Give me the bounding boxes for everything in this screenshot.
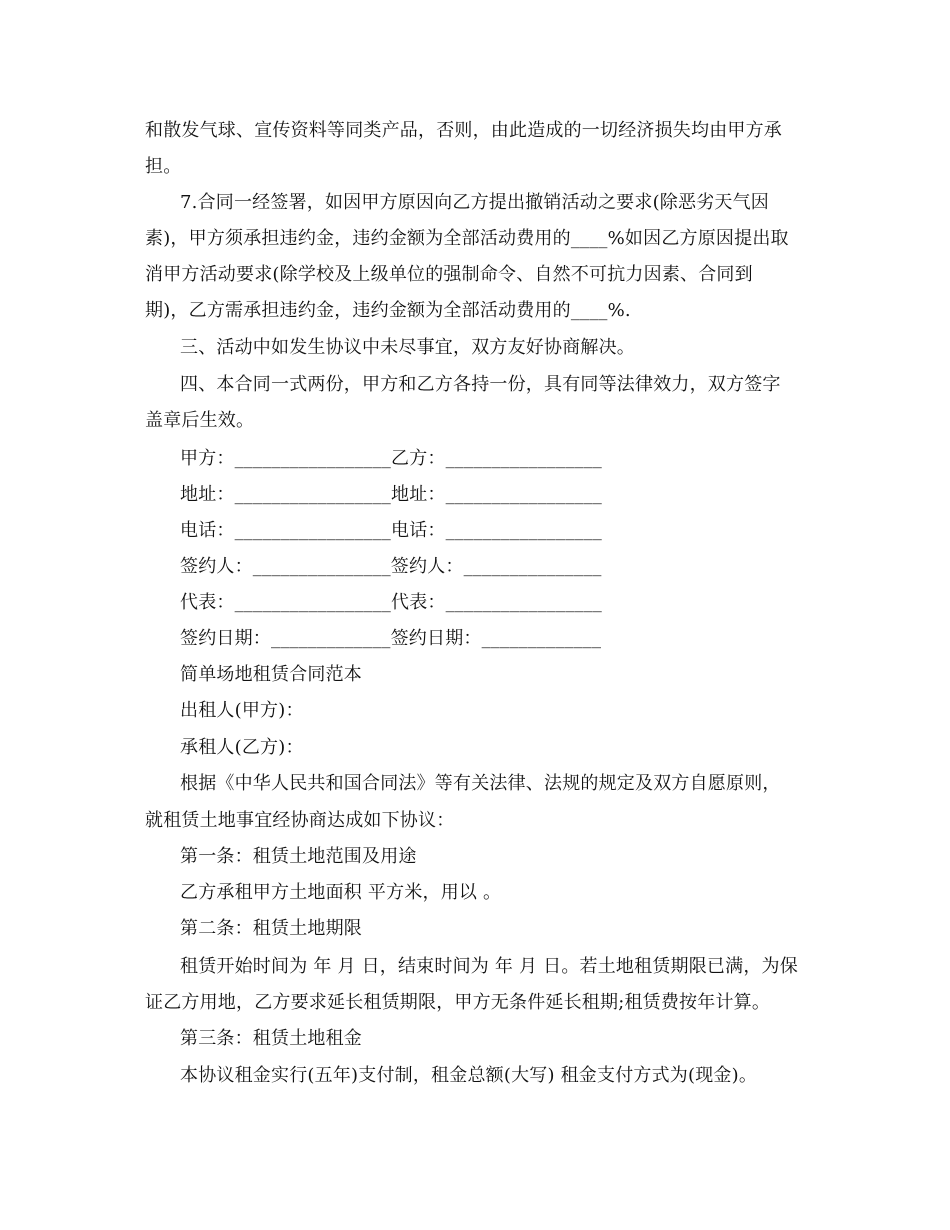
signature-party-row: 甲方：_________________乙方：_________________ xyxy=(180,448,602,469)
article-three-body: 本协议租金实行(五年)支付制，租金总额(大写) 租金支付方式为(现金)。 xyxy=(180,1065,758,1086)
lessor-line: 出租人(甲方)： xyxy=(180,700,304,721)
contract-title: 简单场地租赁合同范本 xyxy=(180,664,362,685)
preamble-line-2: 就租赁土地事宜经协商达成如下协议： xyxy=(145,810,455,831)
article-three-heading: 第三条：租赁土地租金 xyxy=(180,1028,362,1049)
signature-representative-row: 代表：_________________代表：_________________ xyxy=(180,592,602,613)
section-three: 三、活动中如发生协议中未尽事宜，双方友好协商解决。 xyxy=(180,337,635,358)
clause-7-line-4: 期)，乙方需承担违约金，违约金额为全部活动费用的____%. xyxy=(145,300,631,321)
clause-7-line-2: 素)，甲方须承担违约金，违约金额为全部活动费用的____%如因乙方原因提出取 xyxy=(145,228,789,249)
signature-date-row: 签约日期：_____________签约日期：_____________ xyxy=(180,628,602,649)
signature-address-row: 地址：_________________地址：_________________ xyxy=(180,484,602,505)
signature-phone-row: 电话：_________________电话：_________________ xyxy=(180,520,602,541)
clause-7-line-3: 消甲方活动要求(除学校及上级单位的强制命令、自然不可抗力因素、合同到 xyxy=(145,264,753,285)
clause-7-line-1: 7.合同一经签署，如因甲方原因向乙方提出撤销活动之要求(除恶劣天气因 xyxy=(180,192,769,213)
article-two-heading: 第二条：租赁土地期限 xyxy=(180,918,362,939)
article-two-body-line-2: 证乙方用地，乙方要求延长租赁期限，甲方无条件延长租期;租赁费按年计算。 xyxy=(145,992,771,1013)
lessee-line: 承租人(乙方)： xyxy=(180,737,304,758)
text-line-2: 担。 xyxy=(145,156,182,177)
article-two-body-line-1: 租赁开始时间为 年 月 日，结束时间为 年 月 日。若土地租赁期限已满，为保 xyxy=(180,956,798,977)
signature-signer-row: 签约人：_______________签约人：_______________ xyxy=(180,556,602,577)
preamble-line-1: 根据《中华人民共和国合同法》等有关法律、法规的规定及双方自愿原则， xyxy=(180,773,781,794)
article-one-body: 乙方承租甲方土地面积 平方米，用以 。 xyxy=(180,882,502,903)
section-four-line-1: 四、本合同一式两份，甲方和乙方各持一份，具有同等法律效力，双方签字 xyxy=(180,374,781,395)
text-line-1: 和散发气球、宣传资料等同类产品，否则，由此造成的一切经济损失均由甲方承 xyxy=(145,120,782,141)
article-one-heading: 第一条：租赁土地范围及用途 xyxy=(180,846,417,867)
section-four-line-2: 盖章后生效。 xyxy=(145,410,255,431)
